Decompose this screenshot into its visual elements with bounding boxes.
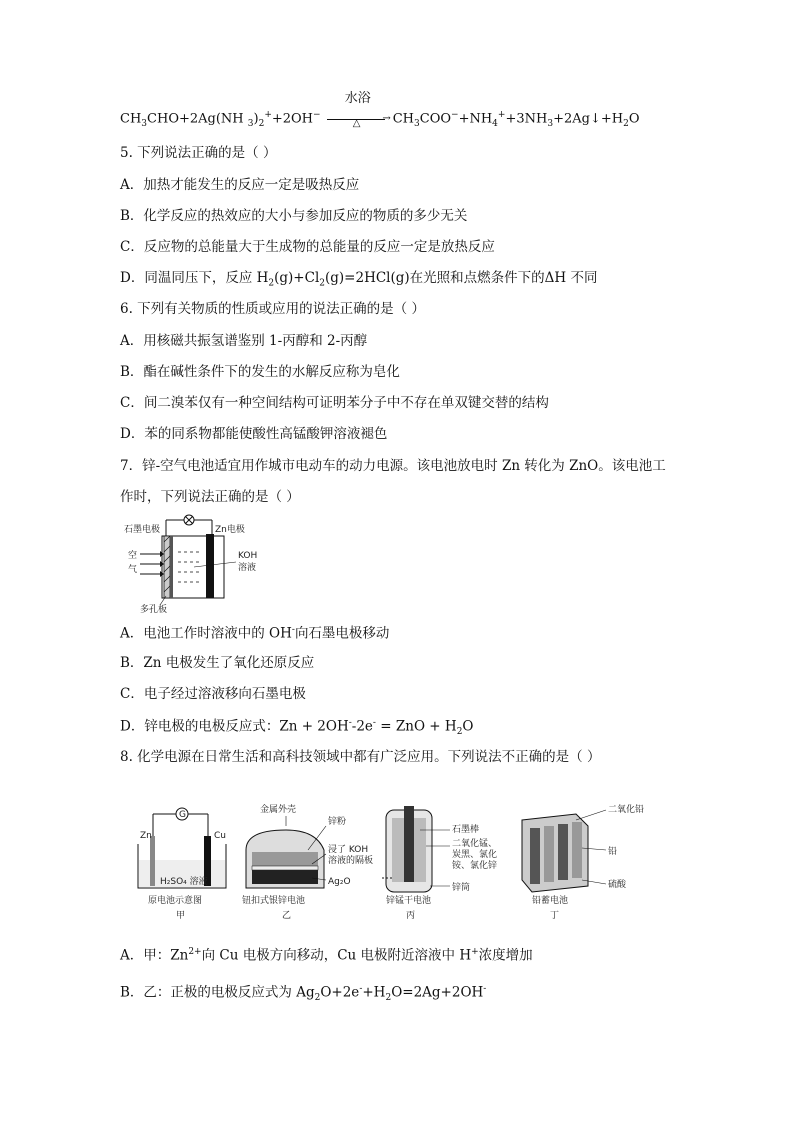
svg-text:二氧化铅: 二氧化铅 — [608, 805, 645, 815]
svg-text:炭黑、氯化: 炭黑、氯化 — [452, 850, 498, 860]
q7-stem-line2: 作时，下列说法正确的是（ ） — [120, 489, 300, 505]
svg-text:乙: 乙 — [282, 911, 292, 921]
svg-text:铅蓄电池: 铅蓄电池 — [532, 896, 569, 906]
svg-text:锌筒: 锌筒 — [452, 883, 471, 893]
q8-stem: 8. 化学电源在日常生活和高科技领域中都有广泛应用。下列说法不正确的是（ ） — [120, 749, 601, 765]
svg-text:铅: 铅 — [608, 847, 618, 857]
q6-option-d: D．苯的同系物都能使酸性高锰酸钾溶液褪色 — [120, 426, 388, 442]
figure-bing — [382, 806, 497, 921]
svg-text:H₂SO₄ 溶液: H₂SO₄ 溶液 — [160, 877, 208, 887]
q6-stem: 6. 下列有关物质的性质或应用的说法正确的是（ ） — [120, 301, 425, 317]
label-graphite-electrode: 石墨电极 — [124, 525, 161, 535]
q6-option-c: C．间二溴苯仅有一种空间结构可证明苯分子中不存在单双键交替的结构 — [120, 395, 549, 411]
figure-ding — [522, 803, 644, 921]
q5-option-d: D．同温同压下，反应 $H_2(g)+Cl_2(g)=2HCl(g)$在光照和点燃条件下的ΔH 不同 — [120, 270, 598, 289]
arrow-condition-top: 水浴 — [344, 90, 371, 106]
reaction-equation: $CH_3CHO+2Ag(NH$ $_3)_2^++2OH^-$ 水浴 → △ $CH_3COO^-+NH_4^++3NH_3+2Ag↓+H_2O$ — [120, 90, 640, 129]
q7-option-b: B．Zn 电极发生了氧化还原反应 — [120, 655, 315, 671]
svg-text:金属外壳: 金属外壳 — [260, 805, 297, 815]
svg-text:硫酸: 硫酸 — [608, 880, 627, 890]
q5-option-a: A．加热才能发生的反应一定是吸热反应 — [120, 177, 360, 193]
label-air-2: 气 — [128, 565, 138, 575]
label-zn-electrode: Zn电极 — [215, 525, 245, 535]
q6-option-a: A．用核磁共振氢谱鉴别 1-丙醇和 2-丙醇 — [120, 333, 368, 349]
svg-text:丁: 丁 — [550, 911, 560, 921]
svg-text:锌粉: 锌粉 — [328, 817, 347, 827]
svg-text:Ag₂O: Ag₂O — [328, 877, 351, 887]
svg-text:原电池示意图: 原电池示意图 — [148, 896, 203, 906]
svg-text:G: G — [179, 810, 186, 820]
zn-air-battery-figure — [120, 512, 270, 614]
q8-option-b: B．乙：正极的电极反应式为 $Ag_2O+2e^-+H_2O=2Ag+2OH^-$ — [120, 984, 487, 1004]
svg-text:甲: 甲 — [176, 911, 186, 921]
label-koh: KOH — [238, 551, 258, 561]
arrow-condition-bottom: △ — [352, 117, 361, 129]
q7-option-d: D．锌电极的电极反应式：Zn + 2OH--2e- = ZnO + $H_2O$ — [120, 718, 474, 738]
zn-electrode — [206, 534, 214, 598]
label-air-1: 空 — [128, 551, 138, 561]
q8-option-a: A．甲：$Zn^{2+}$向 Cu 电极方向移动，Cu 电极附近溶液中 H+浓度增加 — [120, 947, 533, 964]
q8-battery-figures — [136, 800, 656, 924]
svg-text:丙: 丙 — [406, 911, 416, 921]
label-porous-plate: 多孔板 — [140, 605, 168, 614]
q7-stem-line1: 7．锌-空气电池适宜用作城市电动车的动力电源。该电池放电时 Zn 转化为 ZnO。该电池工 — [120, 458, 666, 474]
svg-text:石墨棒: 石墨棒 — [452, 825, 480, 835]
q7-option-c: C．电子经过溶液移向石墨电极 — [120, 686, 306, 702]
svg-text:锌锰干电池: 锌锰干电池 — [386, 896, 432, 906]
q5-option-b: B．化学反应的热效应的大小与参加反应的物质的多少无关 — [120, 208, 468, 224]
q5-stem: 5. 下列说法正确的是（ ） — [120, 145, 277, 161]
q7-option-a: A．电池工作时溶液中的 OH-向石墨电极移动 — [120, 625, 390, 642]
figure-yi — [242, 803, 373, 921]
svg-text:铵、氯化锌: 铵、氯化锌 — [452, 861, 498, 871]
q5-option-c: C．反应物的总能量大于生成物的总能量的反应一定是放热反应 — [120, 239, 495, 255]
q6-option-b: B．酯在碱性条件下的发生的水解反应称为皂化 — [120, 364, 400, 380]
svg-text:二氧化锰、: 二氧化锰、 — [452, 839, 498, 849]
label-solution: 溶液 — [238, 563, 257, 573]
svg-text:钮扣式银锌电池: 钮扣式银锌电池 — [242, 896, 306, 906]
svg-text:Cu: Cu — [214, 831, 226, 841]
svg-text:Zn: Zn — [140, 831, 152, 841]
figure-jia — [138, 808, 226, 921]
reaction-arrow: 水浴 → △ — [327, 112, 391, 126]
svg-text:溶液的隔板: 溶液的隔板 — [328, 856, 374, 866]
svg-text:浸了 KOH: 浸了 KOH — [328, 845, 369, 855]
